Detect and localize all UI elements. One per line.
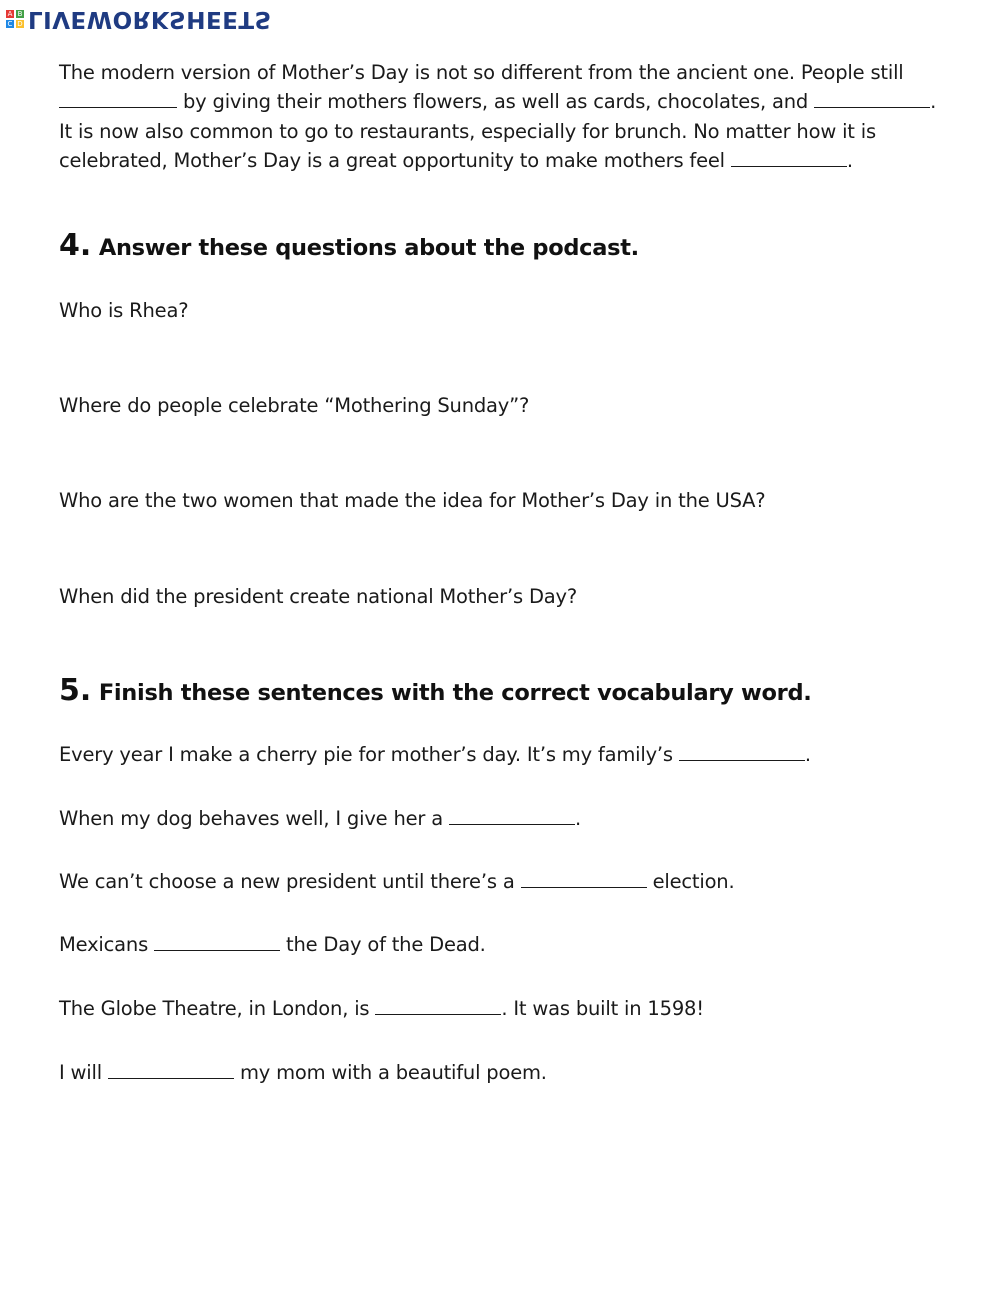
- blank-field[interactable]: [679, 742, 805, 761]
- sentence-text: .: [574, 807, 581, 830]
- sentence-text: the Day of the Dead.: [286, 933, 486, 956]
- sentence-3: [59, 869, 734, 893]
- sentence-text: election.: [652, 870, 735, 893]
- paragraph-text: .: [846, 148, 853, 172]
- blank-field[interactable]: [59, 89, 177, 108]
- sentence-text: my mom with a beautiful poem.: [239, 1061, 547, 1084]
- logo-square: B: [17, 10, 23, 18]
- sentence-text: We can’t choose a new president until there’s a: [59, 870, 515, 893]
- liveworksheets-logo: [6, 4, 272, 34]
- sentence-2: [59, 806, 581, 830]
- sentence-1: [59, 742, 811, 766]
- logo-square: A: [7, 10, 13, 18]
- section-title: Finish these sentences with the correct vocabulary word.: [98, 680, 812, 706]
- blank-field[interactable]: [731, 148, 847, 167]
- section-5-heading: [59, 673, 812, 708]
- sentence-text: I will: [59, 1061, 102, 1084]
- blank-field[interactable]: [375, 996, 501, 1015]
- mothers-day-paragraph: [59, 58, 939, 175]
- blank-field[interactable]: [108, 1060, 234, 1079]
- paragraph-text: by giving their mothers flowers, as well as cards, chocolates, and: [183, 90, 809, 114]
- question-2: Where do people celebrate “Mothering Sunday”?: [59, 394, 530, 417]
- paragraph-text: The modern version of Mother’s Day is not so different from the ancient one. People still: [59, 61, 904, 84]
- section-number: 4.: [59, 228, 92, 263]
- logo-squares-icon: [6, 10, 24, 28]
- question-1: Who is Rhea?: [59, 299, 189, 322]
- sentence-5: [59, 996, 704, 1020]
- sentence-text: .: [804, 743, 811, 766]
- paragraph-text: . It is now also common to go to restaurants, especially for brunch. No matter how it is celebrated, Mother’s Day is a great opportunity to make mothers feel: [59, 90, 937, 172]
- sentence-text: Mexicans: [59, 933, 149, 956]
- blank-field[interactable]: [814, 89, 930, 108]
- section-4-heading: [59, 228, 639, 263]
- logo-square: D: [17, 20, 23, 28]
- section-title: Answer these questions about the podcast.: [98, 235, 639, 261]
- blank-field[interactable]: [521, 869, 647, 888]
- section-number: 5.: [59, 673, 92, 708]
- sentence-text: . It was built in 1598!: [501, 997, 704, 1020]
- sentence-text: The Globe Theatre, in London, is: [59, 997, 370, 1020]
- question-4: When did the president create national Mother’s Day?: [59, 585, 577, 608]
- blank-field[interactable]: [154, 932, 280, 951]
- sentence-4: [59, 932, 486, 956]
- logo-text: LIVEWORKSHEETS: [28, 6, 272, 32]
- logo-square: C: [7, 20, 13, 28]
- sentence-text: When my dog behaves well, I give her a: [59, 807, 443, 830]
- sentence-6: [59, 1060, 547, 1084]
- blank-field[interactable]: [449, 806, 575, 825]
- question-3: Who are the two women that made the idea for Mother’s Day in the USA?: [59, 489, 766, 512]
- sentence-text: Every year I make a cherry pie for mother’s day. It’s my family’s: [59, 743, 673, 766]
